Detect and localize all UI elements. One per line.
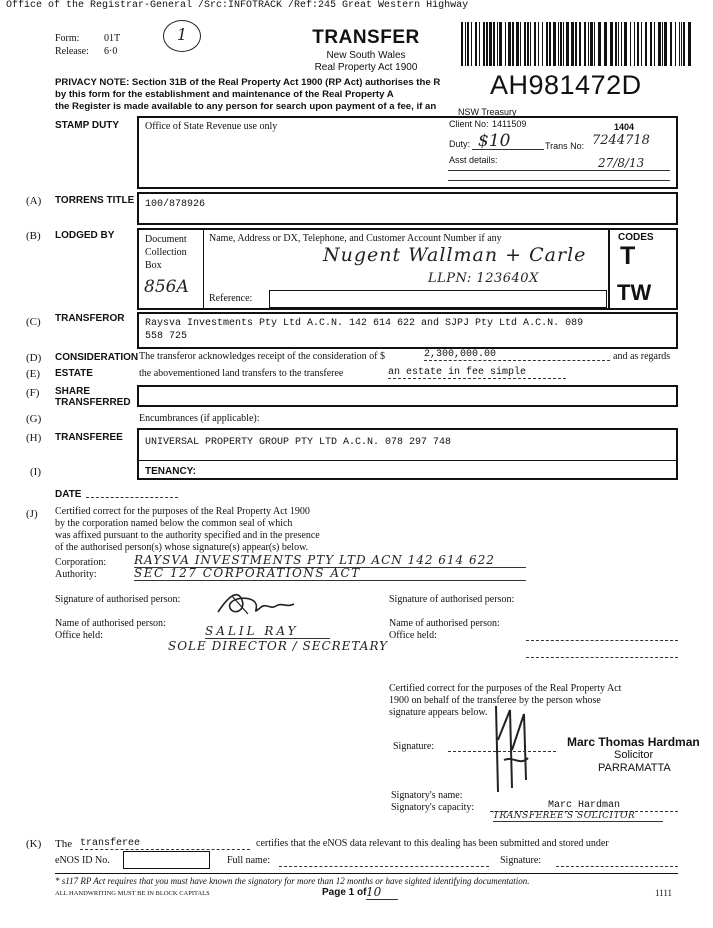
enos-full-name-label: Full name: xyxy=(227,855,271,866)
form-code: 01T xyxy=(104,33,121,44)
office-label-left: Office held: xyxy=(55,630,103,641)
asst-line-2 xyxy=(448,180,670,181)
form-label: Form: xyxy=(55,33,80,44)
collection-box-value[interactable]: 856A xyxy=(144,277,189,297)
trans-no-label: Trans No: xyxy=(545,141,585,151)
stamp-code: 1404 xyxy=(614,122,635,132)
section-h-marker: (H) xyxy=(26,432,42,444)
consideration-amount[interactable]: 2,300,000.00 xyxy=(424,349,610,361)
enos-text-the: The xyxy=(55,838,73,850)
lodged-by-label: LODGED BY xyxy=(55,230,115,241)
name-address-label: Name, Address or DX, Telephone, and Customer Account Number if any xyxy=(209,233,502,244)
torrens-title-label: TORRENS TITLE xyxy=(55,195,135,206)
authority-label: Authority: xyxy=(55,569,97,580)
footer-s117-note: * s117 RP Act requires that you must have known the signatory for more than 12 months or have sighted identifying documentation. xyxy=(55,876,530,886)
code-tw: TW xyxy=(617,280,652,305)
client-no-label: Client No: xyxy=(449,119,489,129)
signatory-name-value[interactable]: Marc Hardman xyxy=(490,800,678,812)
reference-field[interactable] xyxy=(269,290,607,308)
share-transferred-label: SHARE TRANSFERRED xyxy=(55,386,131,408)
section-b-marker: (B) xyxy=(26,230,41,242)
transferor-line2[interactable]: 558 725 xyxy=(145,331,188,342)
signatory-name-label: Signatory's name: xyxy=(391,790,463,801)
director-office[interactable]: SOLE DIRECTOR / SECRETARY xyxy=(168,639,389,653)
transferor-line1[interactable]: Raysva Investments Pty Ltd A.C.N. 142 614 622 and SJPJ Pty Ltd A.C.N. 089 xyxy=(145,318,584,329)
section-d-marker: (D) xyxy=(26,352,42,364)
footer-code: 1111 xyxy=(655,888,672,898)
signature-label-left: Signature of authorised person: xyxy=(55,594,181,605)
circled-page-mark xyxy=(163,20,201,52)
duty-line xyxy=(472,149,544,150)
transferee-signature-label: Signature: xyxy=(393,741,435,752)
transferee-box xyxy=(137,428,678,480)
date-field[interactable] xyxy=(86,497,178,498)
name-label-right: Name of authorised person: xyxy=(389,618,500,629)
circle-mark-text: 1 xyxy=(176,25,188,44)
section-c-marker: (C) xyxy=(26,316,41,328)
transferor-label: TRANSFEROR xyxy=(55,313,125,324)
page-total: 10 xyxy=(366,885,398,900)
footer-rule xyxy=(55,873,678,874)
transferee-cert-line1: Certified correct for the purposes of the Real Property Act xyxy=(389,683,622,694)
form-subtitle-state: New South Wales xyxy=(326,50,406,61)
corp-cert-line1: Certified correct for the purposes of the Real Property Act 1900 xyxy=(55,506,310,517)
enos-id-field[interactable] xyxy=(123,851,210,869)
estate-label: ESTATE xyxy=(55,368,93,379)
privacy-note-line2: by this form for the establishment and maintenance of the Real Property A xyxy=(55,89,394,100)
section-g-marker: (G) xyxy=(26,413,42,425)
section-j-marker: (J) xyxy=(26,508,38,520)
name-label-left: Name of authorised person: xyxy=(55,618,166,629)
solicitor-stamp-place: PARRAMATTA xyxy=(598,762,671,774)
nsw-treasury-label: NSW Treasury xyxy=(458,107,517,117)
form-title: TRANSFER xyxy=(312,27,420,48)
share-transferred-box[interactable] xyxy=(137,385,678,407)
consideration-text: The transferor acknowledges receipt of the consideration of $ xyxy=(139,351,386,362)
dealing-number: AH981472D xyxy=(490,70,642,100)
lodged-by-divider xyxy=(203,228,204,310)
estate-text: the abovementioned land transfers to the transferee xyxy=(139,368,344,379)
lodger-handwritten-lpn[interactable]: LLPN: 123640X xyxy=(428,271,539,286)
enos-cert-text: certifies that the eNOS data relevant to this dealing has been submitted and stored under xyxy=(256,838,609,849)
tenancy-divider xyxy=(137,460,678,461)
signatory-capacity-label: Signatory's capacity: xyxy=(391,802,475,813)
asst-date: 27/8/13 xyxy=(598,156,645,170)
corp-cert-line4: of the authorised person(s) whose signature(s) appear(s) below. xyxy=(55,542,309,553)
section-e-marker: (E) xyxy=(26,368,41,380)
tenancy-label: TENANCY: xyxy=(145,466,196,477)
enos-full-name-field[interactable] xyxy=(279,866,489,867)
office-label-right: Office held: xyxy=(389,630,437,641)
transferee-value[interactable]: UNIVERSAL PROPERTY GROUP PTY LTD A.C.N. 078 297 748 xyxy=(145,437,452,448)
office-field-right-2[interactable] xyxy=(526,657,678,658)
transferee-signature-line[interactable] xyxy=(448,751,556,752)
corporation-value[interactable]: RAYSVA INVESTMENTS PTY LTD ACN 142 614 622 xyxy=(134,553,526,568)
privacy-note-line3: the Register is made available to any person for search upon payment of a fee, if an xyxy=(55,101,437,112)
signatory-capacity-value[interactable]: TRANSFEREE'S SOLICITOR xyxy=(493,811,663,822)
client-no-value: 1411509 xyxy=(492,119,527,129)
section-f-marker: (F) xyxy=(26,387,40,399)
stamp-duty-label: STAMP DUTY xyxy=(55,120,120,131)
page-label: Page 1 of xyxy=(322,887,367,898)
solicitor-stamp-name: Marc Thomas Hardman xyxy=(567,735,700,749)
asst-details-label: Asst details: xyxy=(449,155,498,165)
release-label: Release: xyxy=(55,46,89,57)
section-i-marker: (I) xyxy=(30,466,41,478)
footer-block-capitals: ALL HANDWRITING MUST BE IN BLOCK CAPITALS xyxy=(55,890,210,897)
registrar-header: Office of the Registrar-General /Src:INFOTRACK /Ref:245 Great Western Highway xyxy=(6,0,469,11)
encumbrances-label: Encumbrances (if applicable): xyxy=(139,413,260,424)
torrens-title-value[interactable]: 100/878926 xyxy=(145,199,206,210)
solicitor-stamp-title: Solicitor xyxy=(614,749,654,761)
transferee-cert-line2: 1900 on behalf of the transferee by the person whose xyxy=(389,695,601,706)
corp-cert-line3: was affixed pursuant to the authority specified and in the presence xyxy=(55,530,320,541)
enos-signature-label: Signature: xyxy=(500,855,542,866)
section-a-marker: (A) xyxy=(26,195,42,207)
document-collection-box-label: Document Collection Box xyxy=(145,234,187,271)
enos-signature-field[interactable] xyxy=(556,866,678,867)
office-field-right[interactable] xyxy=(526,640,678,641)
director-name[interactable]: SALIL RAY xyxy=(205,624,330,639)
asst-line-1 xyxy=(448,170,670,171)
privacy-note-line1: PRIVACY NOTE: Section 31B of the Real Property Act 1900 (RP Act) authorises the R xyxy=(55,77,441,88)
torrens-title-box xyxy=(137,192,678,225)
trans-no-value: 7244718 xyxy=(592,133,650,148)
reference-label: Reference: xyxy=(209,293,253,304)
corp-cert-line2: by the corporation named below the common seal of which xyxy=(55,518,293,529)
duty-label: Duty: xyxy=(449,139,471,149)
consideration-label: CONSIDERATION xyxy=(55,352,139,363)
transferee-label: TRANSFEREE xyxy=(55,432,123,443)
enos-id-label: eNOS ID No. xyxy=(55,855,110,866)
consideration-text-after: and as regards xyxy=(613,351,671,362)
director-signature xyxy=(212,586,300,620)
barcode-image xyxy=(461,22,694,68)
form-subtitle-act: Real Property Act 1900 xyxy=(314,62,418,73)
estate-value[interactable]: an estate in fee simple xyxy=(388,367,566,379)
release-code: 6·0 xyxy=(104,46,118,57)
code-t: T xyxy=(620,242,636,270)
stamp-duty-office-text: Office of State Revenue use only xyxy=(145,121,278,132)
codes-divider xyxy=(608,228,610,310)
transferee-cert-line3: signature appears below. xyxy=(389,707,488,718)
codes-label: CODES xyxy=(618,232,654,243)
lodger-handwritten-name[interactable]: Nugent Wallman + Carle xyxy=(323,244,587,266)
section-k-marker: (K) xyxy=(26,838,42,850)
date-label: DATE xyxy=(55,489,82,500)
duty-value: $10 xyxy=(478,131,511,151)
corporation-label: Corporation: xyxy=(55,557,107,568)
solicitor-signature xyxy=(484,700,540,800)
signature-label-right: Signature of authorised person: xyxy=(389,594,515,605)
enos-party[interactable]: transferee xyxy=(80,838,250,850)
authority-value[interactable]: SEC 127 CORPORATIONS ACT xyxy=(134,566,526,581)
